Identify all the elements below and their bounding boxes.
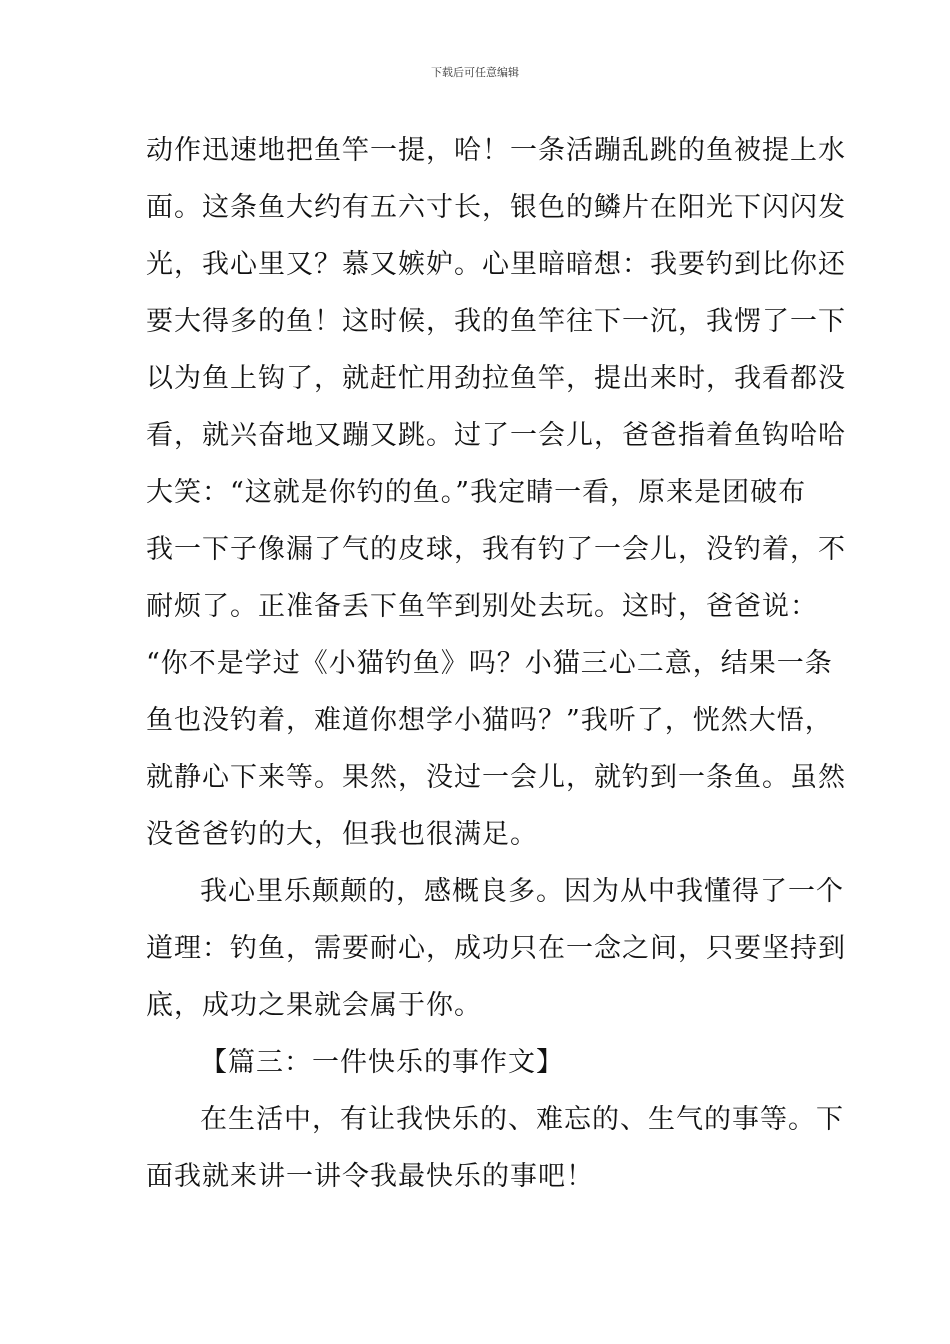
text-line: 光，我心里又？慕又嫉妒。心里暗暗想：我要钓到比你还 [146,249,846,280]
paragraph-start-line: 我心里乐颠颠的，感概良多。因为从中我懂得了一个 [200,876,844,907]
text-line: “你不是学过《小猫钓鱼》吗？小猫三心二意，结果一条 [146,648,833,679]
text-line: 我一下子像漏了气的皮球，我有钓了一会儿，没钓着，不 [146,534,846,565]
text-line: 道理：钓鱼，需要耐心，成功只在一念之间，只要坚持到 [146,933,846,964]
document-body [146,122,846,1205]
text-line: 看，就兴奋地又蹦又跳。过了一会儿，爸爸指着鱼钩哈哈 [146,420,846,451]
text-line: 鱼也没钓着，难道你想学小猫吗？”我听了，恍然大悟， [146,705,833,736]
text-line: 大笑：“这就是你钓的鱼。”我定睛一看，原来是团破布 [146,477,807,508]
text-line: 面我就来讲一讲令我最快乐的事吧！ [146,1161,594,1192]
paragraph-start-line: 在生活中，有让我快乐的、难忘的、生气的事等。下 [200,1104,844,1135]
text-line: 要大得多的鱼！这时候，我的鱼竿往下一沉，我愣了一下 [146,306,846,337]
text-line: 耐烦了。正准备丢下鱼竿到别处去玩。这时，爸爸说： [146,591,818,622]
text-line: 底，成功之果就会属于你。 [146,990,482,1021]
text-line: 就静心下来等。果然，没过一会儿，就钓到一条鱼。虽然 [146,762,846,793]
page-header-note: 下载后可任意编辑 [431,66,519,79]
section-heading: 【篇三：一件快乐的事作文】 [200,1047,564,1078]
text-line: 没爸爸钓的大，但我也很满足。 [146,819,538,850]
text-line: 动作迅速地把鱼竿一提，哈！一条活蹦乱跳的鱼被提上水 [146,135,846,166]
text-line: 面。这条鱼大约有五六寸长，银色的鳞片在阳光下闪闪发 [146,192,846,223]
text-line: 以为鱼上钩了，就赶忙用劲拉鱼竿，提出来时，我看都没 [146,363,846,394]
